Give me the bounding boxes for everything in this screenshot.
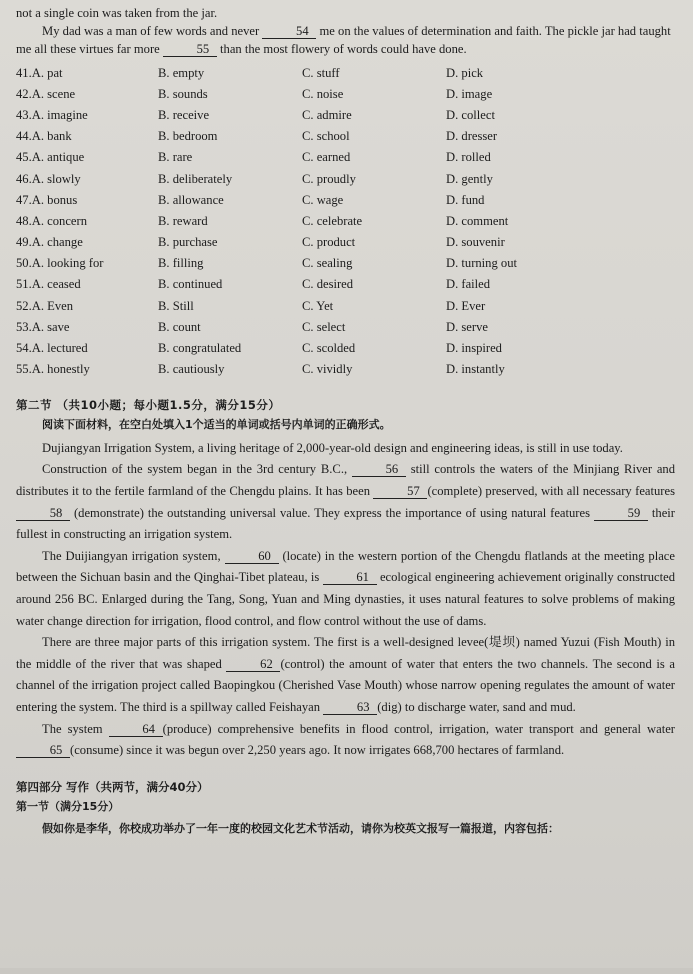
question-number: 50.: [16, 256, 32, 271]
option-b: B. receive: [158, 107, 210, 122]
option-d: D. comment: [446, 213, 509, 228]
blank-54: 54: [262, 24, 316, 39]
option-b: B. cautiously: [158, 362, 225, 377]
option-a: 52.A. Even: [16, 298, 74, 313]
option-row: [16, 147, 675, 168]
option-b: B. allowance: [158, 192, 224, 207]
option-row: [16, 210, 675, 231]
question-number: 44.: [16, 129, 32, 144]
option-c: C. admire: [302, 107, 352, 122]
intro-paragraph: My dad was a man of few words and never 54 me on the values of determination and faith. The pickle jar had taught me all these virtues far more 55 than the most flowery of words could have done.: [16, 24, 671, 56]
option-d: D. souvenir: [446, 235, 505, 250]
option-b: B. empty: [158, 65, 205, 80]
option-b: B. Still: [158, 298, 194, 313]
question-number: 51.: [16, 277, 32, 292]
blank-62: 62: [226, 657, 280, 672]
option-b: B. bedroom: [158, 129, 218, 144]
option-d: D. image: [446, 86, 493, 101]
blank-63: 63: [323, 700, 377, 715]
blank-65: 65: [16, 743, 70, 758]
option-b: B. continued: [158, 277, 223, 292]
question-number: 42.: [16, 86, 32, 101]
option-b: B. congratulated: [158, 341, 242, 356]
option-c: C. school: [302, 129, 350, 144]
option-a: 42.A. scene: [16, 86, 76, 101]
option-c: C. celebrate: [302, 213, 363, 228]
option-d: D. Ever: [446, 298, 486, 313]
section2-heading: 第二节 （共10小题；每小题1.5分，满分15分）: [16, 397, 281, 412]
option-d: D. turning out: [446, 256, 518, 271]
option-b: B. reward: [158, 213, 208, 228]
option-row: [16, 274, 675, 295]
option-d: D. rolled: [446, 150, 491, 165]
question-number: 55.: [16, 362, 32, 377]
option-a: 44.A. bank: [16, 129, 72, 144]
option-c: C. select: [302, 319, 346, 334]
page-edge: [0, 968, 693, 974]
option-row: [16, 126, 675, 147]
question-number: 53.: [16, 319, 32, 334]
option-b: B. purchase: [158, 235, 218, 250]
option-c: C. earned: [302, 150, 351, 165]
option-c: C. proudly: [302, 171, 356, 186]
option-row: [16, 62, 675, 83]
option-d: D. dresser: [446, 129, 498, 144]
option-d: D. serve: [446, 319, 488, 334]
question-number: 48.: [16, 213, 32, 228]
option-d: D. collect: [446, 107, 495, 122]
question-number: 52.: [16, 298, 32, 313]
option-row: [16, 168, 675, 189]
option-c: C. Yet: [302, 298, 334, 313]
question-number: 49.: [16, 235, 32, 250]
option-b: B. count: [158, 319, 201, 334]
blank-58: 58: [16, 506, 70, 521]
option-d: D. fund: [446, 192, 485, 207]
passage-p1: Dujiangyan Irrigation System, a living heritage of 2,000-year-old design and engineering ideas, is still in use today.: [42, 440, 623, 455]
question-number: 47.: [16, 192, 32, 207]
blank-56: 56: [352, 462, 406, 477]
blank-55: 55: [163, 42, 217, 57]
blank-61: 61: [323, 570, 377, 585]
option-a: 41.A. pat: [16, 65, 63, 80]
blank-64: 64: [109, 722, 163, 737]
option-c: C. scolded: [302, 341, 356, 356]
option-row: [16, 316, 675, 337]
option-d: D. inspired: [446, 341, 502, 356]
question-number: 45.: [16, 150, 32, 165]
passage-p3: The Duijiangyan irrigation system, 60 (locate) in the western portion of the Chengdu flatlands at the meeting place between the Sichuan basin and the Qinghai-Tibet plateau, is 61 ecological engineering achievement originally constructed around 256 BC. Enlarged during the Tang, Song, Yuan and Ming dynasties, it uses natural features to solve problems of making water change direction for irrigation, flood control, and flow control without the use of dams.: [16, 548, 675, 628]
option-a: 50.A. looking for: [16, 256, 104, 271]
option-c: C. desired: [302, 277, 354, 292]
option-b: B. filling: [158, 256, 204, 271]
option-d: D. instantly: [446, 362, 505, 377]
options-list: [16, 62, 675, 380]
question-number: 54.: [16, 341, 32, 356]
option-row: [16, 189, 675, 210]
option-row: [16, 337, 675, 358]
question-number: 41.: [16, 65, 32, 80]
option-b: B. sounds: [158, 86, 208, 101]
part4-task: 假如你是李华，你校成功举办了一年一度的校园文化艺术节活动，请你为校英文报写一篇报道，内容包括：: [42, 821, 559, 835]
option-row: [16, 232, 675, 253]
passage-p2: Construction of the system began in the 3rd century B.C., 56 still controls the waters of the Minjiang River and distributes it to the fertile farmland of the Chengdu plains. It has been 57 (complete) preserved, with all necessary features 58 (demonstrate) the outstanding universal value. They express the importance of using natural features 59 their fullest in constructing an irrigation system.: [16, 462, 676, 542]
option-b: B. deliberately: [158, 171, 233, 186]
option-row: [16, 359, 675, 380]
option-c: C. stuff: [302, 65, 340, 80]
passage: [16, 438, 675, 762]
option-row: [16, 253, 675, 274]
part4-heading: 第四部分 写作（共两节，满分40分）: [16, 779, 209, 794]
blank-57: 57: [373, 484, 427, 499]
option-d: D. pick: [446, 65, 484, 80]
option-a: 54.A. lectured: [16, 341, 88, 356]
passage-p4: There are three major parts of this irrigation system. The first is a well-designed levee(堤坝) named Yuzui (Fish Mouth) in the middle of the river that was shaped 62 (control) the amount of water that enters the two channels. The second is a channel of the irrigation project called Baopingkou (Cherished Vase Mouth) whose narrow opening regulates the amount of water entering the system. The third is a spillway called Feishayan 63 (dig) to discharge water, sand and mud.: [16, 635, 675, 714]
option-a: 45.A. antique: [16, 150, 85, 165]
option-a: 51.A. ceased: [16, 277, 81, 292]
option-c: C. product: [302, 235, 356, 250]
option-a: 46.A. slowly: [16, 171, 81, 186]
option-b: B. rare: [158, 150, 193, 165]
option-row: [16, 295, 675, 316]
blank-60: 60: [225, 549, 279, 564]
intro-line: not a single coin was taken from the jar.: [16, 6, 218, 20]
passage-p5: The system 64 (produce) comprehensive benefits in flood control, irrigation, water transport and general water 65 (consume) since it was begun over 2,250 years ago. It now irrigates 668,700 hectares of farmland.: [16, 719, 675, 762]
option-row: [16, 104, 675, 125]
option-c: C. vividly: [302, 362, 353, 377]
option-a: 48.A. concern: [16, 213, 87, 228]
question-number: 46.: [16, 171, 32, 186]
option-a: 47.A. bonus: [16, 192, 78, 207]
option-c: C. noise: [302, 86, 344, 101]
section2-instruction: 阅读下面材料，在空白处填入1个适当的单词或括号内单词的正确形式。: [42, 417, 391, 431]
part4-subheading: 第一节（满分15分）: [16, 799, 120, 813]
option-c: C. wage: [302, 192, 344, 207]
option-d: D. failed: [446, 277, 491, 292]
blank-59: 59: [594, 506, 648, 521]
option-d: D. gently: [446, 171, 493, 186]
option-a: 49.A. change: [16, 235, 83, 250]
option-c: C. sealing: [302, 256, 353, 271]
option-a: 55.A. honestly: [16, 362, 90, 377]
option-a: 53.A. save: [16, 319, 70, 334]
option-a: 43.A. imagine: [16, 107, 88, 122]
option-row: [16, 83, 675, 104]
question-number: 43.: [16, 107, 32, 122]
